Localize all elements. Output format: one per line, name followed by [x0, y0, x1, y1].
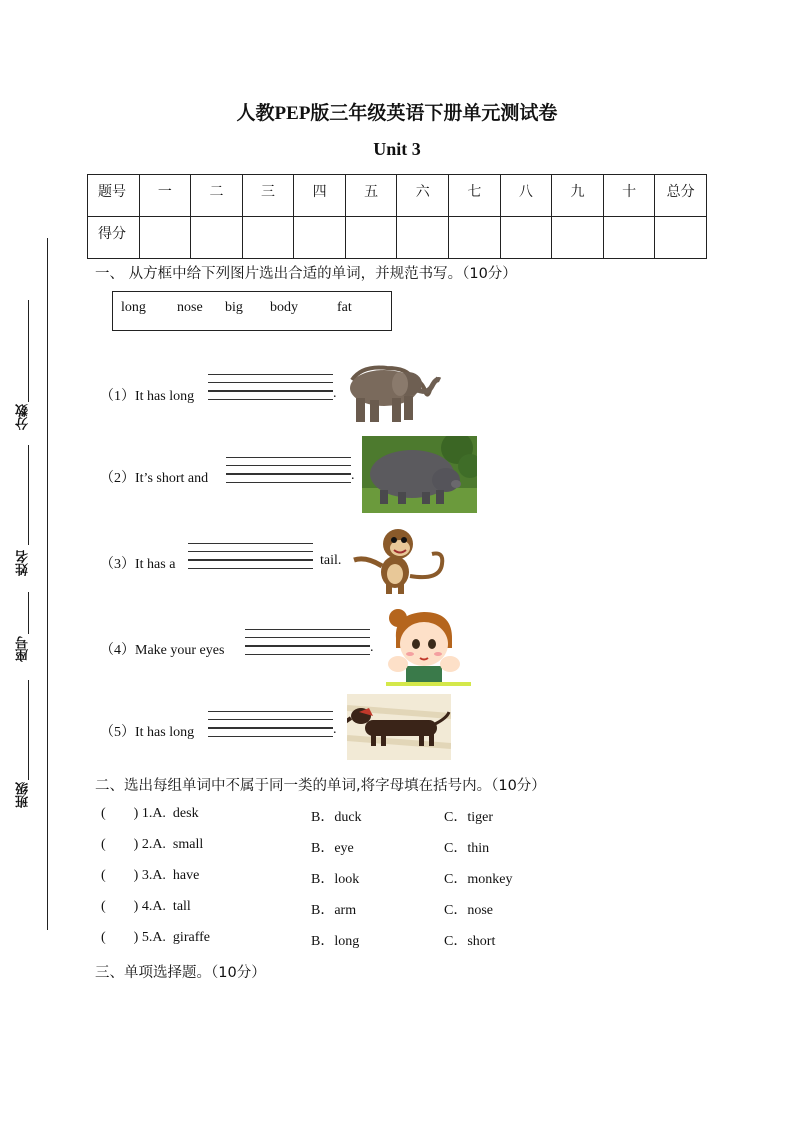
table-cell: 十: [603, 175, 655, 217]
table-cell: 六: [397, 175, 449, 217]
table-row: [88, 217, 707, 259]
word-option: nose: [177, 300, 203, 315]
word-box: [112, 291, 392, 331]
writing-lines[interactable]: [208, 374, 333, 407]
mcq-item-5: ( ) 5.A. giraffe: [101, 930, 210, 945]
mcq-option-b: B．duck: [311, 810, 362, 825]
writing-lines[interactable]: [226, 457, 351, 490]
table-cell: 题号: [88, 175, 140, 217]
mcq-option-b: B．arm: [311, 903, 357, 918]
question-5: （5）It has long: [100, 725, 195, 740]
question-4: （4）Make your eyes: [100, 643, 225, 658]
question-1: （1）It has long: [100, 389, 195, 404]
score-input-cell[interactable]: [397, 217, 449, 259]
word-option: big: [225, 300, 243, 315]
question-3-tail: tail.: [320, 553, 342, 568]
seat-number-label: 座号: [16, 636, 31, 662]
table-cell: 四: [294, 175, 346, 217]
writing-lines[interactable]: [208, 711, 333, 744]
elephant-image: [342, 360, 442, 425]
pig-image: [362, 436, 477, 513]
score-input-cell[interactable]: [191, 217, 243, 259]
score-label: 分数: [16, 404, 31, 430]
page-title: 人教PEP版三年级英语下册单元测试卷: [236, 103, 558, 124]
table-cell: 三: [242, 175, 294, 217]
fill-line: [28, 445, 29, 545]
name-label: 姓名: [16, 550, 31, 576]
table-cell: 二: [191, 175, 243, 217]
writing-lines[interactable]: [188, 543, 313, 576]
dachshund-image: [347, 694, 451, 760]
mcq-option-c: C．nose: [444, 903, 493, 918]
girl-image: [386, 608, 471, 688]
fill-line: [28, 592, 29, 634]
fill-line: [28, 680, 29, 780]
mcq-option-c: C．thin: [444, 841, 490, 856]
mcq-option-c: C．monkey: [444, 872, 513, 887]
mcq-option-b: B．long: [311, 934, 360, 949]
fill-line: [28, 300, 29, 402]
question-3: （3）It has a: [100, 557, 176, 572]
table-cell: 八: [500, 175, 552, 217]
score-input-cell[interactable]: [294, 217, 346, 259]
section-3-title: 三、单项选择题。（10分）: [95, 965, 266, 981]
class-label: 班级: [16, 782, 31, 808]
word-option: long: [121, 300, 146, 315]
unit-subtitle: Unit 3: [373, 139, 421, 159]
table-cell: 五: [345, 175, 397, 217]
score-input-cell[interactable]: [500, 217, 552, 259]
section-1-title: 一、 从方框中给下列图片选出合适的单词，并规范书写。（10分）: [95, 266, 517, 282]
writing-lines[interactable]: [245, 629, 370, 662]
mcq-option-b: B．eye: [311, 841, 354, 856]
word-option: body: [270, 300, 298, 315]
question-2: （2）It’s short and: [100, 471, 209, 486]
score-input-cell[interactable]: [603, 217, 655, 259]
mcq-item-4: ( ) 4.A. tall: [101, 899, 191, 914]
mcq-option-b: B．look: [311, 872, 360, 887]
mcq-option-c: C．short: [444, 934, 496, 949]
monkey-image: [350, 526, 450, 596]
score-input-cell[interactable]: [242, 217, 294, 259]
table-cell: 总分: [655, 175, 707, 217]
table-cell: 九: [552, 175, 604, 217]
mcq-item-3: ( ) 3.A. have: [101, 868, 200, 883]
score-input-cell[interactable]: [552, 217, 604, 259]
word-option: fat: [337, 300, 352, 315]
mcq-item-2: ( ) 2.A. small: [101, 837, 204, 852]
mcq-item-1: ( ) 1.A. desk: [101, 806, 199, 821]
score-input-cell[interactable]: [655, 217, 707, 259]
table-cell: 七: [449, 175, 501, 217]
score-input-cell[interactable]: [449, 217, 501, 259]
mcq-option-c: C．tiger: [444, 810, 493, 825]
table-cell: 一: [139, 175, 191, 217]
score-table: [87, 174, 707, 259]
binding-margin-rule: [47, 238, 48, 930]
table-cell: 得分: [88, 217, 140, 259]
score-input-cell[interactable]: [139, 217, 191, 259]
score-input-cell[interactable]: [345, 217, 397, 259]
table-row: [88, 175, 707, 217]
section-2-title: 二、选出每组单词中不属于同一类的单词,将字母填在括号内。（10分）: [95, 778, 546, 794]
